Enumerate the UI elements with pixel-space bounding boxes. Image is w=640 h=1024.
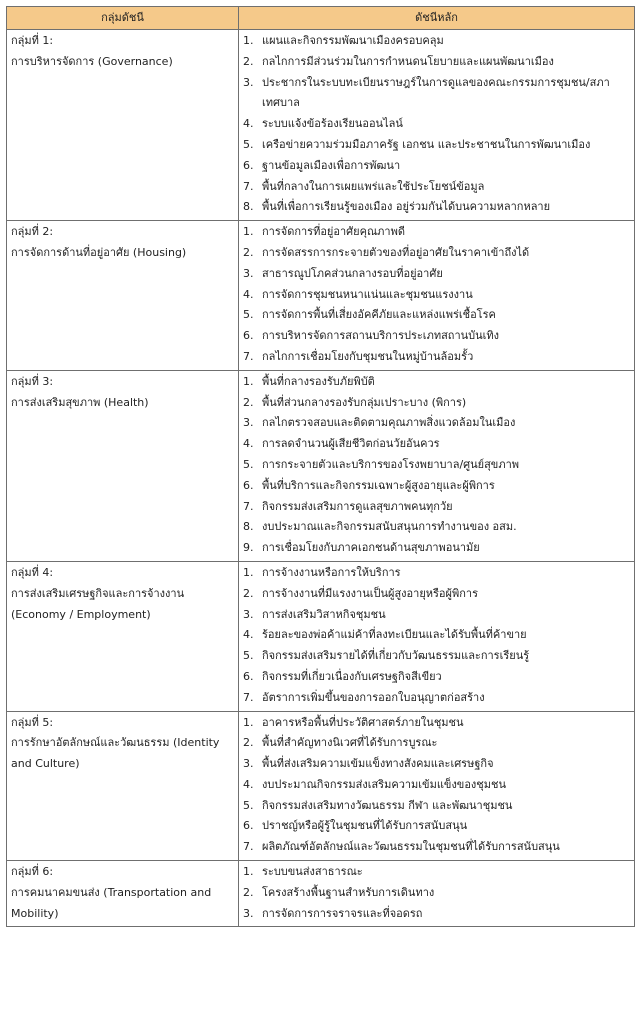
group-number: กลุ่มที่ 4:: [11, 565, 54, 579]
group-name: การบริหารจัดการ (Governance): [11, 54, 173, 68]
item-number: 7.: [243, 179, 254, 193]
main-index-cell: [239, 711, 635, 861]
list-item: [243, 285, 630, 306]
index-group-cell: [7, 711, 239, 861]
item-number: 3.: [243, 75, 254, 89]
group-name: การจัดการด้านที่อยู่อาศัย (Housing): [11, 245, 187, 259]
item-text: การลดจำนวนผู้เสียชีวิตก่อนวัยอันควร: [262, 437, 440, 451]
list-item: [243, 156, 630, 177]
main-index-cell: [239, 370, 635, 561]
item-number: 4.: [243, 777, 254, 791]
item-text: พื้นที่ส่งเสริมความเข้มแข็งทางสังคมและเศรษฐกิจ: [262, 757, 494, 771]
list-item: [243, 326, 630, 347]
index-list: [243, 862, 630, 924]
item-text: การกระจายตัวและบริการของโรงพยาบาล/ศูนย์สุขภาพ: [262, 457, 520, 471]
item-text: งบประมาณกิจกรรมส่งเสริมความเข้มแข็งของชุมชน: [262, 777, 507, 791]
item-number: 4.: [243, 628, 254, 642]
table-row: [7, 561, 635, 711]
item-text: กิจกรรมส่งเสริมการดูแลสุขภาพคนทุกวัย: [262, 499, 453, 513]
list-item: [243, 347, 630, 368]
item-number: 5.: [243, 308, 254, 322]
list-item: [243, 222, 630, 243]
table-header: [7, 7, 635, 30]
item-text: กลไกการเชื่อมโยงกับชุมชนในหมู่บ้านล้อมรั้ว: [262, 349, 474, 363]
list-item: [243, 372, 630, 393]
item-number: 7.: [243, 499, 254, 513]
item-number: 8.: [243, 200, 254, 214]
index-group-cell: [7, 861, 239, 927]
list-item: [243, 455, 630, 476]
item-number: 2.: [243, 736, 254, 750]
list-item: [243, 517, 630, 538]
list-item: [243, 177, 630, 198]
item-text: แผนและกิจกรรมพัฒนาเมืองครอบคลุม: [262, 34, 444, 47]
item-text: ร้อยละของพ่อค้าแม่ค้าที่ลงทะเบียนและได้รับพื้นที่ค้าขาย: [262, 628, 527, 642]
item-text: ระบบขนส่งสาธารณะ: [262, 865, 363, 879]
list-item: [243, 52, 630, 73]
item-text: ปราชญ์หรือผู้รู้ในชุมชนที่ได้รับการสนับสนุน: [262, 819, 468, 833]
item-number: 5.: [243, 798, 254, 812]
item-text: ฐานข้อมูลเมืองเพื่อการพัฒนา: [262, 158, 401, 172]
item-number: 6.: [243, 329, 254, 343]
item-number: 4.: [243, 437, 254, 451]
item-text: การจัดการการจราจรและที่จอดรถ: [262, 906, 423, 920]
item-text: เครือข่ายความร่วมมือภาครัฐ เอกชน และประชาชนในการพัฒนาเมือง: [262, 137, 591, 151]
item-number: 3.: [243, 757, 254, 771]
item-text: กลไกตรวจสอบและติดตามคุณภาพสิ่งแวดล้อมในเมือง: [262, 416, 516, 430]
item-number: 7.: [243, 690, 254, 704]
item-text: การจ้างงานที่มีแรงงานเป็นผู้สูงอายุหรือผู้พิการ: [262, 586, 478, 600]
table-row: [7, 30, 635, 221]
index-table-container: [6, 6, 634, 927]
list-item: [243, 264, 630, 285]
item-number: 1.: [243, 715, 254, 729]
item-text: งบประมาณและกิจกรรมสนับสนุนการทำงานของ อสม.: [262, 520, 517, 534]
group-name: การส่งเสริมสุขภาพ (Health): [11, 395, 149, 409]
table-row: [7, 861, 635, 927]
group-number: กลุ่มที่ 1:: [11, 34, 54, 47]
table-row: [7, 711, 635, 861]
item-number: 1.: [243, 374, 254, 388]
list-item: [243, 775, 630, 796]
item-text: โครงสร้างพื้นฐานสำหรับการเดินทาง: [262, 885, 435, 899]
list-item: [243, 73, 630, 115]
main-index-cell: [239, 861, 635, 927]
item-text: อาคารหรือพื้นที่ประวัติศาสตร์ภายในชุมชน: [262, 715, 464, 729]
item-text: พื้นที่กลางในการเผยแพร่และใช้ประโยชน์ข้อมูล: [262, 179, 485, 193]
list-item: [243, 413, 630, 434]
item-number: 6.: [243, 158, 254, 172]
item-number: 2.: [243, 395, 254, 409]
header-row: [7, 7, 635, 30]
item-text: การจัดการชุมชนหนาแน่นและชุมชนแรงงาน: [262, 287, 473, 301]
index-group-cell: [7, 30, 239, 221]
item-number: 7.: [243, 840, 254, 854]
item-text: กิจกรรมส่งเสริมทางวัฒนธรรม กีฬา และพัฒนาชุมชน: [262, 798, 513, 812]
list-item: [243, 646, 630, 667]
item-number: 4.: [243, 117, 254, 131]
item-number: 6.: [243, 669, 254, 683]
list-item: [243, 733, 630, 754]
list-item: [243, 605, 630, 626]
header-main-index: ดัชนีหลัก: [239, 7, 635, 30]
item-number: 2.: [243, 586, 254, 600]
item-number: 2.: [243, 245, 254, 259]
list-item: [243, 563, 630, 584]
item-number: 1.: [243, 565, 254, 579]
item-text: ระบบแจ้งข้อร้องเรียนออนไลน์: [262, 117, 403, 131]
item-number: 4.: [243, 287, 254, 301]
table-row: [7, 370, 635, 561]
list-item: [243, 243, 630, 264]
item-number: 6.: [243, 478, 254, 492]
item-text: สาธารณูปโภคส่วนกลางรอบที่อยู่อาศัย: [262, 266, 443, 280]
main-index-cell: [239, 30, 635, 221]
group-number: กลุ่มที่ 6:: [11, 865, 54, 879]
table-body: [7, 30, 635, 927]
list-item: [243, 667, 630, 688]
group-number: กลุ่มที่ 2:: [11, 225, 54, 239]
item-number: 3.: [243, 607, 254, 621]
index-group-cell: [7, 370, 239, 561]
index-group-cell: [7, 561, 239, 711]
main-index-cell: [239, 221, 635, 371]
list-item: [243, 497, 630, 518]
list-item: [243, 883, 630, 904]
list-item: [243, 393, 630, 414]
list-item: [243, 796, 630, 817]
list-item: [243, 713, 630, 734]
item-text: พื้นที่ส่วนกลางรองรับกลุ่มเปราะบาง (พิการ): [262, 395, 467, 409]
group-name: การคมนาคมขนส่ง (Transportation and Mobility): [11, 885, 215, 920]
item-text: ผลิตภัณฑ์อัตลักษณ์และวัฒนธรรมในชุมชนที่ได้รับการสนับสนุน: [262, 840, 560, 854]
group-name: การรักษาอัตลักษณ์และวัฒนธรรม (Identity and Culture): [11, 736, 223, 771]
item-number: 6.: [243, 819, 254, 833]
item-number: 3.: [243, 416, 254, 430]
item-number: 3.: [243, 266, 254, 280]
item-number: 2.: [243, 54, 254, 68]
list-item: [243, 584, 630, 605]
index-list: [243, 563, 630, 709]
header-index-group: กลุ่มดัชนี: [7, 7, 239, 30]
item-text: กิจกรรมที่เกี่ยวเนื่องกับเศรษฐกิจสีเขียว: [262, 669, 442, 683]
table-row: [7, 221, 635, 371]
item-text: การจ้างงานหรือการให้บริการ: [262, 565, 401, 579]
list-item: [243, 476, 630, 497]
item-text: การส่งเสริมวิสาหกิจชุมชน: [262, 607, 386, 621]
item-text: ประชากรในระบบทะเบียนราษฎร์ในการดูแลของคณะกรรมการชุมชน/สภาเทศบาล: [262, 75, 610, 110]
list-item: [243, 434, 630, 455]
main-index-cell: [239, 561, 635, 711]
item-text: การจัดสรรการกระจายตัวของที่อยู่อาศัยในราคาเข้าถึงได้: [262, 245, 530, 259]
item-text: อัตราการเพิ่มขึ้นของการออกใบอนุญาตก่อสร้าง: [262, 690, 485, 704]
list-item: [243, 114, 630, 135]
list-item: [243, 135, 630, 156]
item-text: การจัดการที่อยู่อาศัยคุณภาพดี: [262, 225, 405, 239]
item-text: พื้นที่สำคัญทางนิเวศที่ได้รับการบูรณะ: [262, 736, 438, 750]
item-number: 1.: [243, 225, 254, 239]
item-number: 5.: [243, 137, 254, 151]
item-text: การบริหารจัดการสถานบริการประเภทสถานบันเทิง: [262, 329, 500, 343]
list-item: [243, 31, 630, 52]
list-item: [243, 305, 630, 326]
list-item: [243, 862, 630, 883]
item-text: พื้นที่กลางรองรับภัยพิบัติ: [262, 374, 375, 388]
item-number: 5.: [243, 649, 254, 663]
index-group-cell: [7, 221, 239, 371]
list-item: [243, 837, 630, 858]
group-number: กลุ่มที่ 3:: [11, 374, 54, 388]
item-number: 5.: [243, 457, 254, 471]
group-name: การส่งเสริมเศรษฐกิจและการจ้างงาน (Economy / Employment): [11, 586, 188, 621]
list-item: [243, 197, 630, 218]
list-item: [243, 754, 630, 775]
item-number: 1.: [243, 34, 254, 47]
index-list: [243, 31, 630, 218]
item-text: พื้นที่เพื่อการเรียนรู้ของเมือง อยู่ร่วมกันได้บนความหลากหลาย: [262, 200, 551, 214]
item-number: 7.: [243, 349, 254, 363]
item-number: 1.: [243, 865, 254, 879]
list-item: [243, 904, 630, 925]
item-text: การจัดการพื้นที่เสี่ยงอัคคีภัยและแหล่งแพร่เชื้อโรค: [262, 308, 496, 322]
index-list: [243, 713, 630, 859]
list-item: [243, 816, 630, 837]
list-item: [243, 625, 630, 646]
list-item: [243, 688, 630, 709]
index-list: [243, 372, 630, 559]
item-number: 8.: [243, 520, 254, 534]
item-number: 2.: [243, 885, 254, 899]
item-text: กิจกรรมส่งเสริมรายได้ที่เกี่ยวกับวัฒนธรรมและการเรียนรู้: [262, 649, 530, 663]
item-text: การเชื่อมโยงกับภาคเอกชนด้านสุขภาพอนามัย: [262, 541, 480, 555]
list-item: [243, 538, 630, 559]
index-table: [6, 6, 635, 927]
item-text: กลไกการมีส่วนร่วมในการกำหนดนโยบายและแผนพัฒนาเมือง: [262, 54, 554, 68]
item-number: 3.: [243, 906, 254, 920]
group-number: กลุ่มที่ 5:: [11, 715, 54, 729]
item-text: พื้นที่บริการและกิจกรรมเฉพาะผู้สูงอายุและผู้พิการ: [262, 478, 495, 492]
item-number: 9.: [243, 541, 254, 555]
index-list: [243, 222, 630, 368]
